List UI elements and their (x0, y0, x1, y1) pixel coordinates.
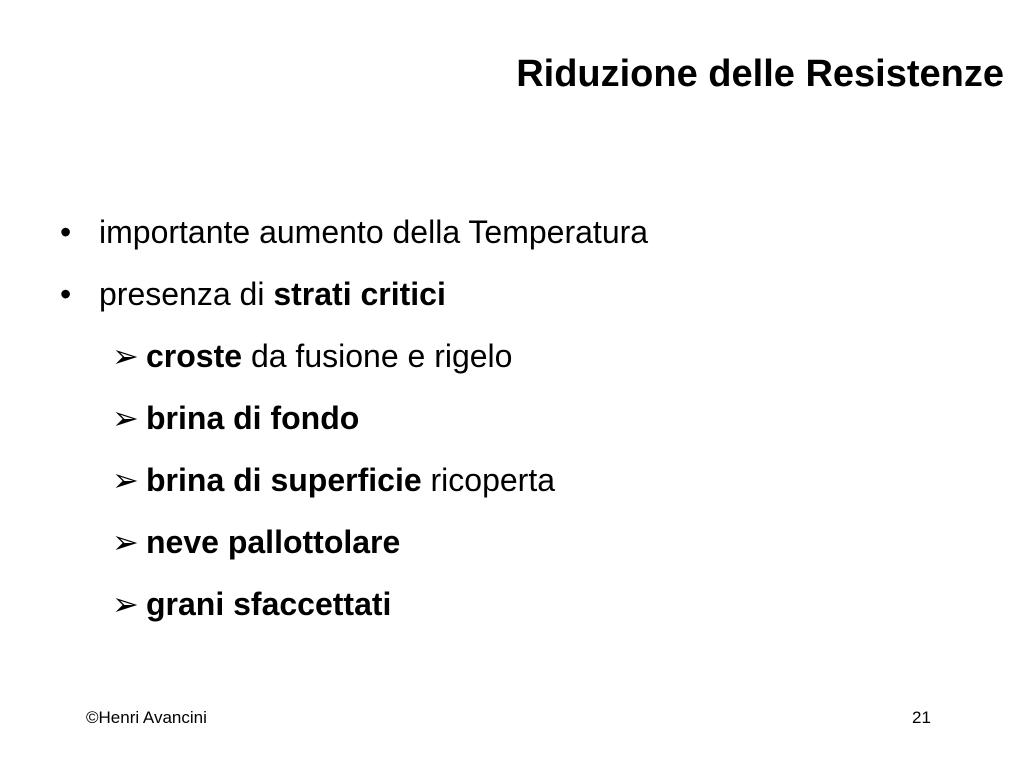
footer-copyright: ©Henri Avancini (86, 708, 207, 727)
arrow-bullet-icon: ➢ (112, 338, 139, 374)
sub-bullet-item (60, 577, 960, 639)
sub-bullet-text (146, 515, 400, 569)
slide-title: Riduzione delle Resistenze (516, 53, 1004, 95)
bullet-list (60, 205, 960, 639)
bullet-text-plain: importante aumento della Temperatura (99, 214, 649, 250)
arrow-bullet-icon: ➢ (112, 586, 139, 622)
arrow-bullet-icon: ➢ (112, 462, 139, 498)
sub-bullet-text-bold: brina di fondo (146, 400, 360, 436)
arrow-bullet-icon: ➢ (112, 400, 139, 436)
bullet-item (60, 267, 960, 329)
sub-bullet-text (146, 391, 359, 445)
arrow-bullet-icon: ➢ (112, 524, 139, 560)
sub-bullet-text-bold: neve pallottolare (146, 524, 401, 560)
bullet-marker: • (60, 214, 72, 250)
sub-bullet-text (146, 453, 555, 507)
sub-bullet-item (60, 515, 960, 577)
sub-bullet-item (60, 453, 960, 515)
bullet-text-bold: strati critici (273, 276, 446, 312)
sub-bullet-text-plain: da fusione e rigelo (242, 338, 513, 374)
page-number: 21 (912, 708, 931, 727)
sub-bullet-text-bold: brina di superficie (146, 462, 422, 498)
sub-bullet-item (60, 329, 960, 391)
bullet-marker: • (60, 276, 72, 312)
sub-bullet-text-bold: grani sfaccettati (146, 586, 392, 622)
sub-bullet-text (146, 329, 512, 383)
sub-bullet-text-plain: ricoperta (421, 462, 556, 498)
sub-bullet-text-bold: croste (146, 338, 243, 374)
sub-bullet-item (60, 391, 960, 453)
bullet-text-plain: presenza di (99, 276, 274, 312)
bullet-text (99, 205, 648, 259)
bullet-text (99, 267, 446, 321)
sub-bullet-text (146, 577, 391, 631)
bullet-item (60, 205, 960, 267)
